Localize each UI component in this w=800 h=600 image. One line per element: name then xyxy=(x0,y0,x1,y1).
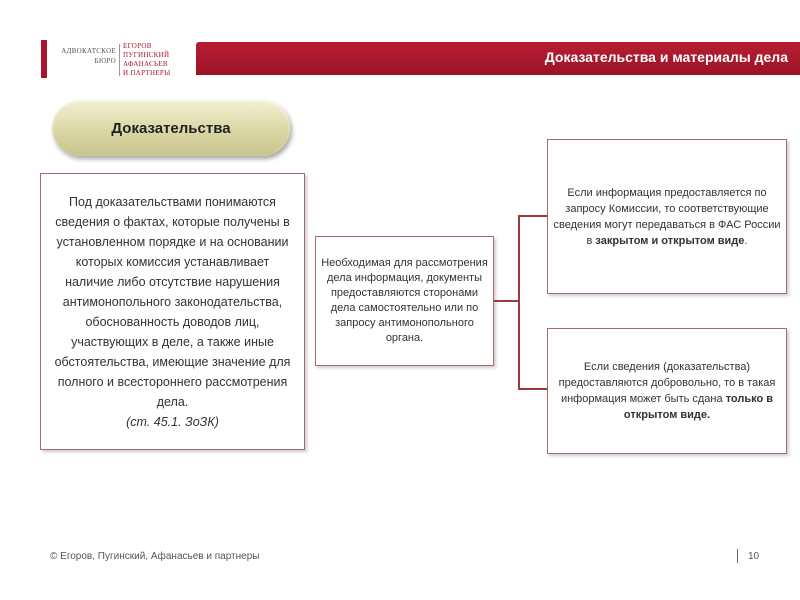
info-provision-box xyxy=(315,236,494,366)
info-provision-text: Необходимая для рассмотрения дела информация, документы предоставляются сторонами дела самостоятельно или по запросу антимонопольного органа. xyxy=(321,257,488,344)
connector-middle-horizontal xyxy=(494,300,519,302)
logo-right-line-3: АФАНАСЬЕВ xyxy=(123,60,168,68)
logo-right-line-1: ЕГОРОВ xyxy=(123,42,152,50)
logo-mark xyxy=(41,40,47,78)
request-case-end: . xyxy=(744,234,748,247)
page-number: 10 xyxy=(748,551,760,562)
request-case-text: Если информация предоставляется по запросу Комиссии, то соответствующие сведения могут передаваться в ФАС России в xyxy=(553,186,781,247)
footer-copyright: © Егоров, Пугинский, Афанасьев и партнеры xyxy=(50,551,260,562)
definition-text: Под доказательствами понимаются сведения о фактах, которые получены в установленном порядке и на основании которых комиссия устанавливает наличие либо отсутствие нарушения антимонопольного законодательства, обоснованность доводов лиц, участвующих в деле, а также иные обстоятельства, имеющие значение для полного и всестороннего рассмотрения дела. xyxy=(54,194,291,409)
logo-text-left xyxy=(52,46,116,66)
definition-citation: (ст. 45.1. ЗоЗК) xyxy=(126,414,219,429)
logo-left-line-1: АДВОКАТСКОЕ xyxy=(61,47,116,55)
request-case-content xyxy=(552,185,782,249)
logo-right-line-2: ПУГИНСКИЙ xyxy=(123,51,170,59)
connector-top-branch xyxy=(518,215,547,217)
definition-box xyxy=(40,173,305,450)
voluntary-case-emphasis: только в открытом виде. xyxy=(623,393,774,421)
logo-text-right xyxy=(123,42,191,78)
page-title: Доказательства и материалы дела xyxy=(544,49,788,65)
connector-bottom-branch xyxy=(518,388,547,390)
definition-content xyxy=(51,192,294,432)
connector-vertical xyxy=(518,215,520,390)
voluntary-case-content xyxy=(552,359,782,423)
section-heading-pill xyxy=(52,100,290,156)
logo-divider xyxy=(119,44,120,76)
voluntary-case-text: Если сведения (доказательства) предоставляются добровольно, то в такая информация может быть сдана xyxy=(558,361,776,405)
voluntary-case-box xyxy=(547,328,787,454)
footer-divider xyxy=(737,549,738,563)
header-band xyxy=(196,42,800,75)
request-case-box xyxy=(547,139,787,294)
logo-right-line-4: И ПАРТНЕРЫ xyxy=(123,69,171,77)
section-heading-label: Доказательства xyxy=(111,119,231,137)
request-case-emphasis: закрытом и открытом виде xyxy=(595,234,745,247)
logo-left-line-2: БЮРО xyxy=(94,57,116,65)
